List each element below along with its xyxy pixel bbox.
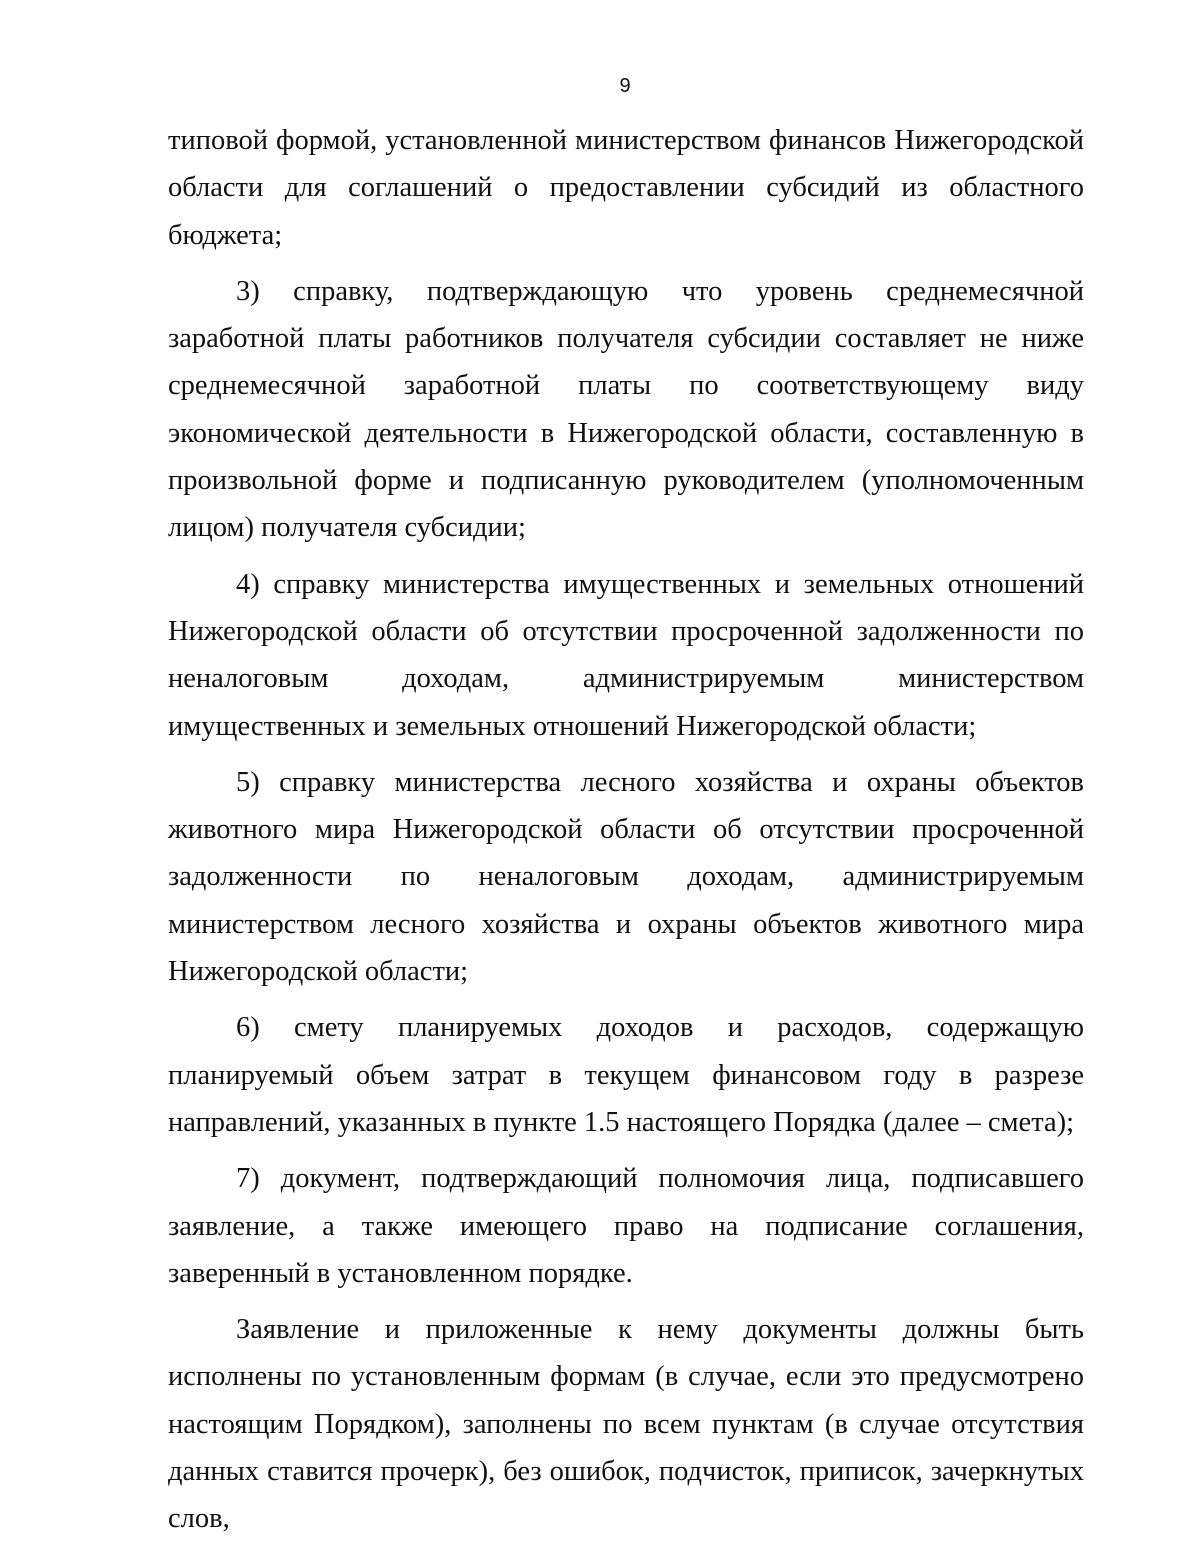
paragraph-continuation: типовой формой, установленной министерством финансов Нижегородской области для соглашений о предоставлении субсидий из областного бюджета; xyxy=(168,125,1084,251)
paragraph-item-5: 5) справку министерства лесного хозяйства и охраны объектов животного мира Нижегородской области об отсутствии просроченной задолженности по неналоговым доходам, администрируемым министерством лесного хозяйства и охраны объектов животного мира Нижегородской области; xyxy=(168,766,1084,988)
paragraph-item-4: 4) справку министерства имущественных и земельных отношений Нижегородской области об отсутствии просроченной задолженности по неналоговым доходам, администрируемым министерством имущественных и земельных отношений Нижегородской области; xyxy=(168,568,1084,742)
paragraph-item-6: 6) смету планируемых доходов и расходов, содержащую планируемый объем затрат в текущем финансовом году в разрезе направлений, указанных в пункте 1.5 настоящего Порядка (далее – смета); xyxy=(168,1012,1084,1138)
paragraph-requirements: Заявление и приложенные к нему документы должны быть исполнены по установленным формам (в случае, если это предусмотрено настоящим Порядком), заполнены по всем пунктам (в случае отсутствия данных ставится прочерк), без ошибок, подчисток, приписок, зачеркнутых слов, xyxy=(168,1314,1084,1535)
paragraph-item-7: 7) документ, подтверждающий полномочия лица, подписавшего заявление, а также имеющего право на подписание соглашения, заверенный в установленном порядке. xyxy=(168,1163,1084,1289)
page-number: 9 xyxy=(619,75,631,97)
document-body xyxy=(168,117,1084,1543)
paragraph-item-3: 3) справку, подтверждающую что уровень среднемесячной заработной платы работников получателя субсидии составляет не ниже среднемесячной заработной платы по соответствующему виду экономической деятельности в Нижегородской области, составленную в произвольной форме и подписанную руководителем (уполномоченным лицом) получателя субсидии; xyxy=(168,275,1084,544)
